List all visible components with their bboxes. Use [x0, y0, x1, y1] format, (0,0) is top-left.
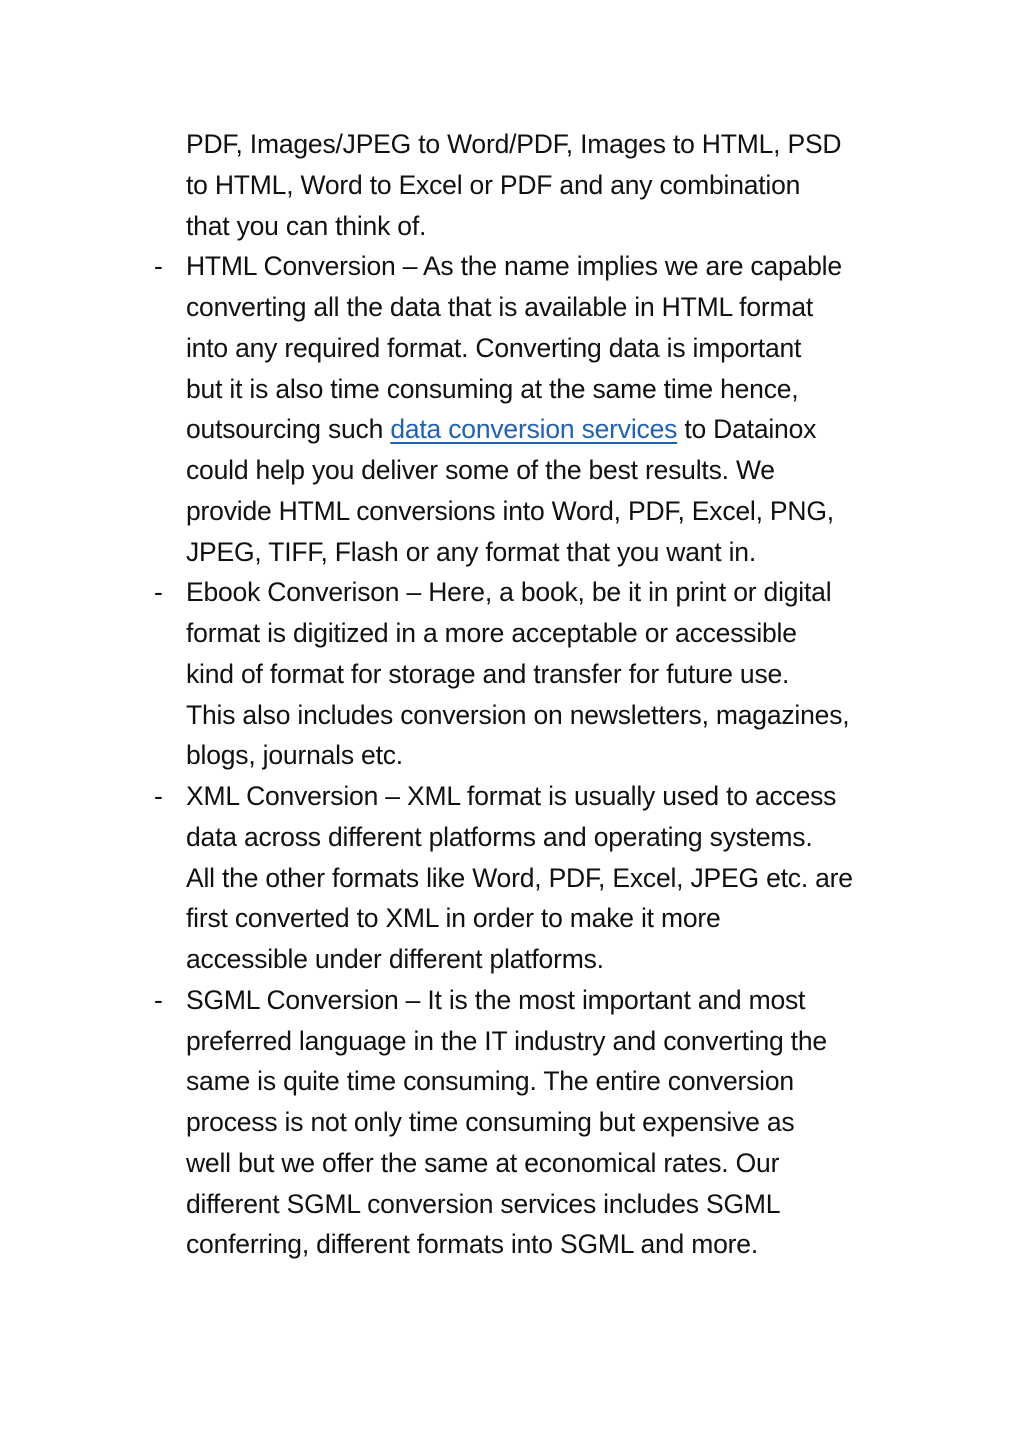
- ebook-conversion-line: blogs, journals etc.: [186, 740, 403, 771]
- xml-conversion-line: XML Conversion – XML format is usually used to access: [186, 781, 837, 811]
- sgml-conversion-line: same is quite time consuming. The entire conversion: [186, 1066, 794, 1097]
- sgml-conversion-line: process is not only time consuming but expensive as: [186, 1107, 795, 1137]
- html-conversion-line: HTML Conversion – As the name implies we are capable: [186, 251, 842, 282]
- html-conversion-item: [154, 246, 904, 287]
- ebook-conversion-line: Ebook Converison – Here, a book, be it in print or digital: [186, 577, 832, 608]
- bullet-marker: -: [154, 781, 163, 811]
- ebook-conversion-line: kind of format for storage and transfer for future use.: [186, 658, 790, 689]
- html-conversion-line: but it is also time consuming at the same time hence,: [186, 373, 799, 404]
- ebook-conversion-line: This also includes conversion on newsletters, magazines,: [186, 699, 850, 730]
- sgml-conversion-line: well but we offer the same at economical rates. Our: [186, 1147, 780, 1178]
- link-line-after: to Datainox: [677, 414, 817, 445]
- ebook-conversion-item: [154, 572, 904, 613]
- intro-line: to HTML, Word to Excel or PDF and any combination: [186, 169, 801, 200]
- html-conversion-link-line: [186, 409, 904, 450]
- html-conversion-line: JPEG, TIFF, Flash or any format that you want in.: [186, 536, 756, 567]
- bullet-marker: -: [154, 577, 163, 608]
- html-conversion-line: converting all the data that is available in HTML format: [186, 292, 814, 322]
- intro-line: PDF, Images/JPEG to Word/PDF, Images to HTML, PSD: [186, 129, 842, 159]
- html-conversion-line: provide HTML conversions into Word, PDF, Excel, PNG,: [186, 495, 834, 526]
- xml-conversion-line: All the other formats like Word, PDF, Excel, JPEG etc. are: [186, 862, 853, 893]
- xml-conversion-line: data across different platforms and operating systems.: [186, 821, 813, 852]
- bullet-marker: -: [154, 984, 163, 1015]
- ebook-conversion-line: format is digitized in a more acceptable or accessible: [186, 618, 797, 648]
- xml-conversion-line: accessible under different platforms.: [186, 944, 604, 974]
- link-line-before: outsourcing such: [186, 414, 391, 445]
- sgml-conversion-line: preferred language in the IT industry and converting the: [186, 1025, 827, 1056]
- sgml-conversion-item: [154, 980, 904, 1021]
- document-body: [154, 124, 904, 1265]
- data-conversion-services-link[interactable]: data conversion services: [390, 414, 678, 445]
- sgml-conversion-line: SGML Conversion – It is the most important and most: [186, 984, 806, 1015]
- xml-conversion-item: [154, 776, 904, 817]
- bullet-marker: -: [154, 251, 163, 282]
- html-conversion-line: into any required format. Converting data is important: [186, 332, 802, 363]
- intro-line: that you can think of.: [186, 210, 427, 241]
- sgml-conversion-line: different SGML conversion services includes SGML: [186, 1188, 781, 1219]
- sgml-conversion-line: conferring, different formats into SGML and more.: [186, 1229, 758, 1260]
- html-conversion-line: could help you deliver some of the best results. We: [186, 455, 775, 485]
- xml-conversion-line: first converted to XML in order to make it more: [186, 903, 721, 934]
